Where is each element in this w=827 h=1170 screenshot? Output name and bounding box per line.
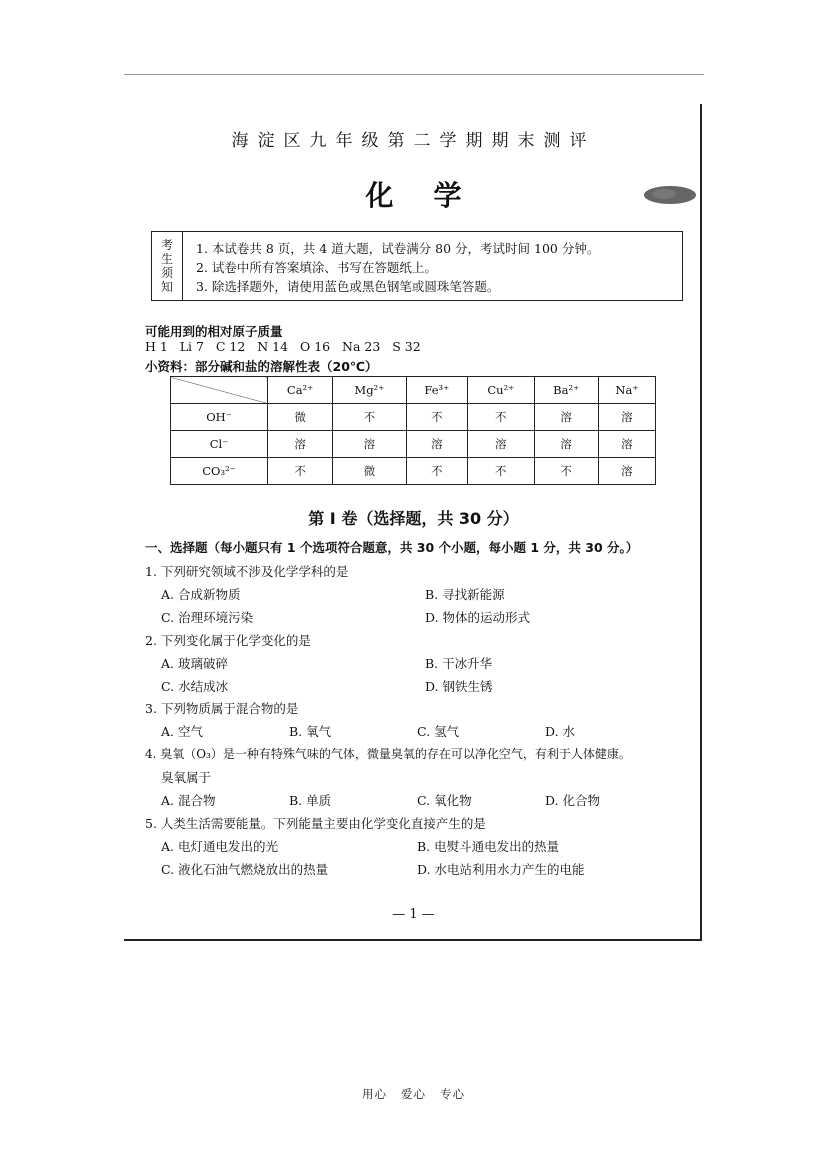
section-heading [145,538,638,556]
notice-item: 3. 除选择题外，请使用蓝色或黑色钢笔或圆珠笔答题。 [196,279,500,294]
question-option: B. 单质 [289,793,332,808]
question-option: C. 治理环境污染 [161,610,254,625]
notice-item: 1. 本试卷共 8 页，共 4 道大题，试卷满分 80 分，考试时间 100 分钟。 [196,241,600,256]
column-header: Mg²⁺ [333,377,406,404]
table-cell: 溶 [406,431,468,458]
page-number: — 1 — [392,907,435,922]
page-frame-bottom [124,939,702,941]
question-option: C. 水结成冰 [161,679,229,694]
table-cell: 溶 [534,404,598,431]
exam-title: 海淀区九年级第二学期期末测评 [231,131,596,151]
notice-label [152,232,183,300]
table-cell: 不 [333,404,406,431]
question-option: C. 液化石油气燃烧放出的热量 [161,862,329,877]
question-option: C. 氧化物 [417,793,472,808]
question-stem: 3. 下列物质属于混合物的是 [145,701,299,716]
notice-label-char: 知 [160,280,173,294]
question-stem: 4. 臭氧（O₃）是一种有特殊气味的气体，微量臭氧的存在可以净化空气，有利于人体健康。 [145,747,631,761]
exam-notice-box [151,231,683,301]
notice-item: 2. 试卷中所有答案填涂、书写在答题纸上。 [196,260,437,275]
question-stem: 2. 下列变化属于化学变化的是 [145,633,311,648]
table-cell: 溶 [468,431,534,458]
table-cell: 不 [268,458,333,485]
question-option: B. 氧气 [289,724,332,739]
question-option: D. 物体的运动形式 [425,610,531,625]
table-cell: 不 [406,404,468,431]
column-header: Na⁺ [598,377,655,404]
table-cell: 不 [468,458,534,485]
question-option: A. 合成新物质 [161,587,241,602]
question-stem: 1. 下列研究领域不涉及化学学科的是 [145,564,349,579]
table-cell: 不 [406,458,468,485]
footer-slogan: 用心 爱心 专心 [362,1087,465,1101]
subject-title: 化学 [365,179,502,212]
table-row [171,404,656,431]
section-title: 一、选择题 [145,540,208,555]
table-cell: 溶 [598,404,655,431]
stamp-mark-icon [642,184,698,206]
question-option: D. 水 [545,724,576,739]
table-cell: 不 [534,458,598,485]
notice-items [196,239,599,296]
table-header-row [171,377,656,404]
column-header: Cu²⁺ [468,377,534,404]
solubility-heading: 小资料：部分碱和盐的溶解性表（20℃） [145,359,378,374]
column-header: Ca²⁺ [268,377,333,404]
column-header: Ba²⁺ [534,377,598,404]
table-cell: 微 [268,404,333,431]
atomic-mass-values: H 1 Li 7 C 12 N 14 O 16 Na 23 S 32 [145,339,421,354]
question-option: B. 干冰升华 [425,656,493,671]
question-option: A. 空气 [161,724,203,739]
question-stem-continued: 臭氧属于 [161,770,212,785]
question-option: D. 钢铁生锈 [425,679,493,694]
table-corner-cell [171,377,268,404]
question-option: B. 电熨斗通电发出的热量 [417,839,560,854]
table-cell: 溶 [268,431,333,458]
table-cell: 溶 [598,431,655,458]
question-option: C. 氢气 [417,724,460,739]
part-title: 第 I 卷（选择题，共 30 分） [308,509,519,528]
atomic-mass-heading: 可能用到的相对原子质量 [145,324,283,339]
column-header: Fe³⁺ [406,377,468,404]
notice-label-char: 考 [160,238,173,252]
question-option: A. 电灯通电发出的光 [161,839,278,854]
question-stem: 5. 人类生活需要能量。下列能量主要由化学变化直接产生的是 [145,816,486,831]
table-row [171,431,656,458]
question-option: A. 玻璃破碎 [161,656,228,671]
question-option: D. 化合物 [545,793,601,808]
notice-label-char: 生 [160,252,173,266]
section-instruction: （每小题只有 1 个选项符合题意，共 30 个小题，每小题 1 分，共 30 分。） [207,540,639,555]
solubility-table [170,376,656,485]
table-row [171,458,656,485]
top-rule [124,74,704,75]
table-cell: 溶 [598,458,655,485]
table-cell: 微 [333,458,406,485]
table-cell: 不 [468,404,534,431]
question-option: B. 寻找新能源 [425,587,505,602]
row-header: Cl⁻ [171,431,268,458]
table-cell: 溶 [534,431,598,458]
row-header: OH⁻ [171,404,268,431]
question-option: D. 水电站利用水力产生的电能 [417,862,585,877]
notice-label-char: 须 [160,266,173,280]
question-option: A. 混合物 [161,793,216,808]
table-cell: 溶 [333,431,406,458]
row-header: CO₃²⁻ [171,458,268,485]
